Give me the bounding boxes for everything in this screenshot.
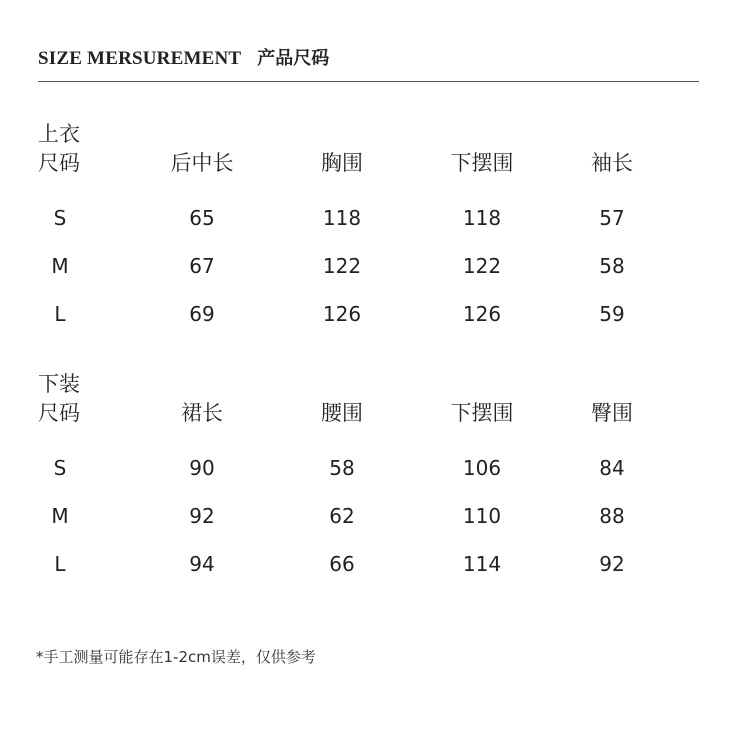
size-cell: S bbox=[53, 456, 67, 480]
header-title-cn: 产品尺码 bbox=[257, 48, 330, 69]
bottoms-col-header: 下摆围 bbox=[450, 401, 514, 425]
value-cell: 62 bbox=[329, 504, 355, 528]
page-header bbox=[38, 44, 329, 70]
value-cell: 58 bbox=[329, 456, 355, 480]
value-cell: 84 bbox=[599, 456, 625, 480]
value-cell: 90 bbox=[189, 456, 215, 480]
value-cell: 122 bbox=[462, 254, 502, 278]
value-cell: 110 bbox=[462, 504, 502, 528]
value-cell: 88 bbox=[599, 504, 625, 528]
tops-category-label: 上衣 bbox=[38, 122, 80, 146]
tops-col-header: 后中长 bbox=[170, 151, 234, 175]
size-cell: M bbox=[51, 254, 69, 278]
header-divider bbox=[38, 81, 699, 82]
value-cell: 66 bbox=[329, 552, 355, 576]
value-cell: 94 bbox=[189, 552, 215, 576]
value-cell: 118 bbox=[462, 206, 502, 230]
size-cell: S bbox=[53, 206, 67, 230]
size-cell: M bbox=[51, 504, 69, 528]
value-cell: 92 bbox=[189, 504, 215, 528]
value-cell: 57 bbox=[599, 206, 625, 230]
value-cell: 92 bbox=[599, 552, 625, 576]
measurement-footnote: *手工测量可能存在1-2cm误差，仅供参考 bbox=[36, 648, 316, 666]
bottoms-category-label: 下装 bbox=[38, 372, 80, 396]
value-cell: 126 bbox=[322, 302, 362, 326]
size-cell: L bbox=[54, 302, 66, 326]
bottoms-col-header: 臀围 bbox=[591, 401, 633, 425]
value-cell: 118 bbox=[322, 206, 362, 230]
value-cell: 69 bbox=[189, 302, 215, 326]
bottoms-col-header: 腰围 bbox=[321, 401, 363, 425]
value-cell: 58 bbox=[599, 254, 625, 278]
tops-size-header: 尺码 bbox=[38, 151, 80, 175]
bottoms-col-header: 裙长 bbox=[181, 401, 223, 425]
tops-col-header: 下摆围 bbox=[450, 151, 514, 175]
bottoms-size-header: 尺码 bbox=[38, 401, 80, 425]
value-cell: 59 bbox=[599, 302, 625, 326]
size-cell: L bbox=[54, 552, 66, 576]
tops-col-header: 胸围 bbox=[321, 151, 363, 175]
value-cell: 67 bbox=[189, 254, 215, 278]
header-title-en: SIZE MERSUREMENT bbox=[38, 48, 242, 69]
value-cell: 114 bbox=[462, 552, 502, 576]
value-cell: 126 bbox=[462, 302, 502, 326]
value-cell: 106 bbox=[462, 456, 502, 480]
value-cell: 65 bbox=[189, 206, 215, 230]
tops-col-header: 袖长 bbox=[591, 151, 633, 175]
value-cell: 122 bbox=[322, 254, 362, 278]
